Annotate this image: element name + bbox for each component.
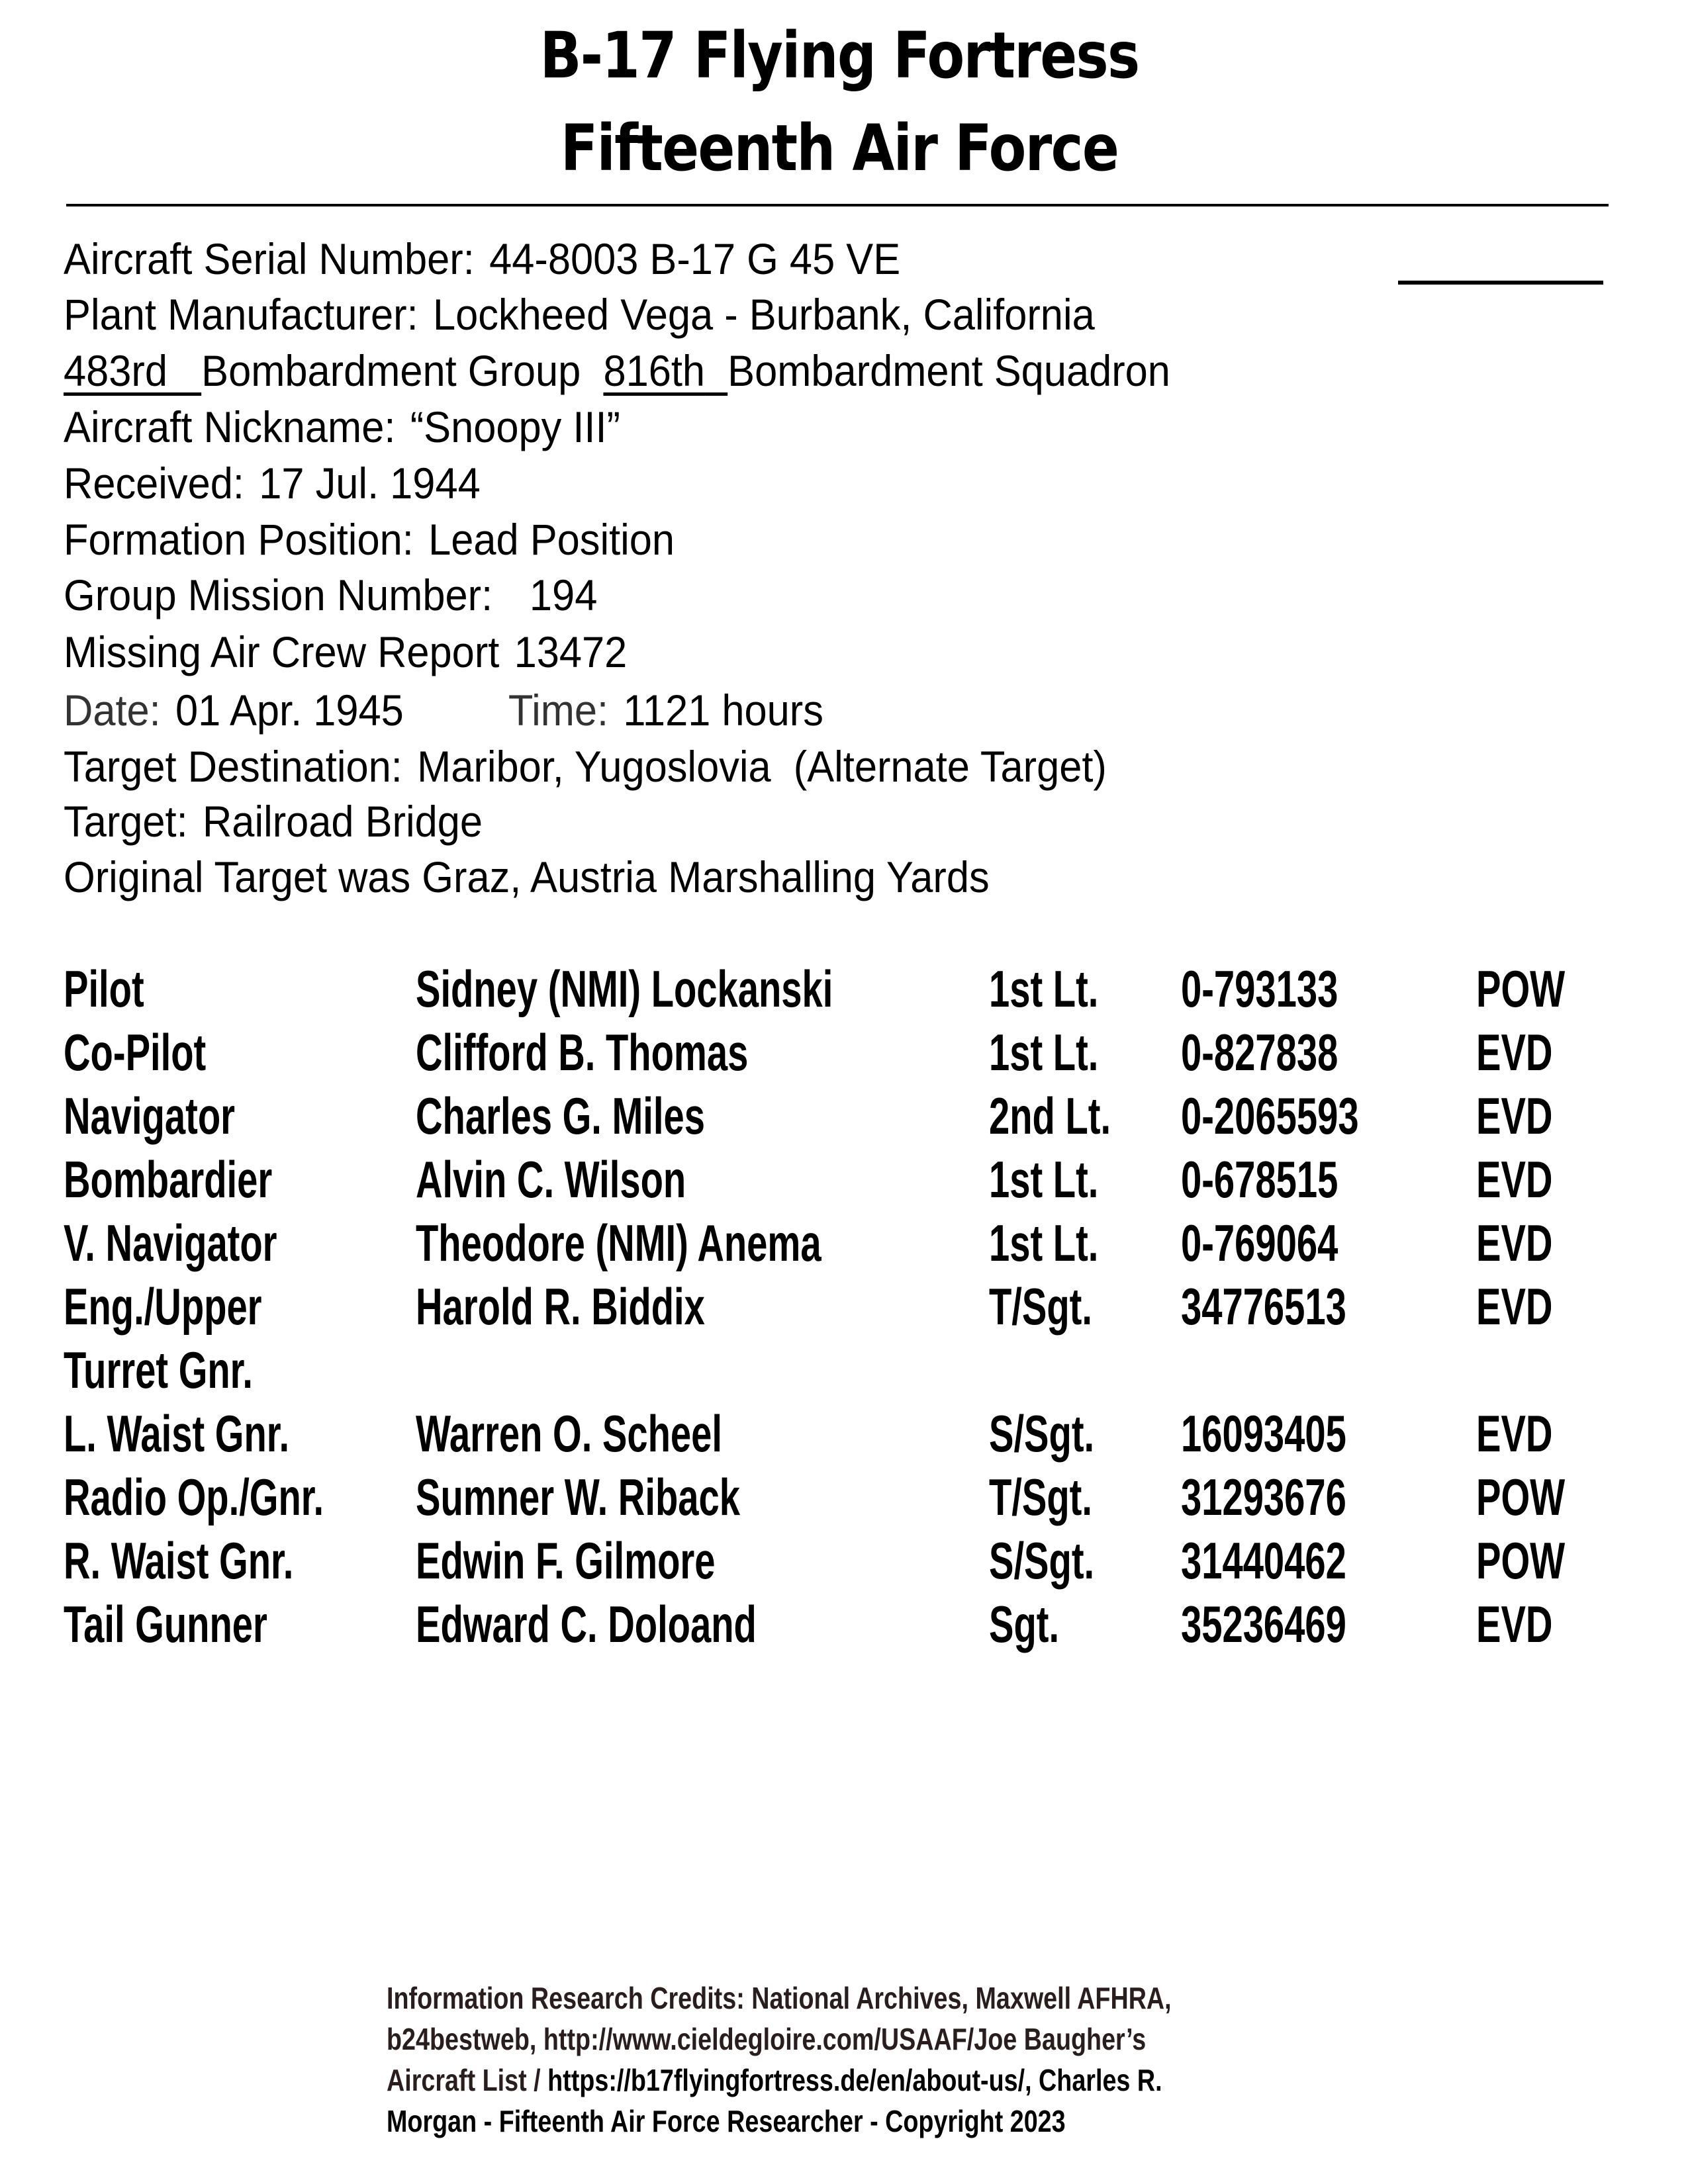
crew-rank: S/Sgt. [989, 1531, 1095, 1590]
mission-value: 194 [529, 570, 598, 619]
crew-position: Bombardier [64, 1150, 273, 1208]
manufacturer-value: Lockheed Vega - Burbank, California [432, 290, 1095, 339]
time-label: Time: [508, 686, 609, 735]
nickname-row [64, 402, 620, 451]
crew-serial: 34776513 [1181, 1277, 1346, 1336]
target-value: Railroad Bridge [202, 797, 483, 846]
crew-name: Harold R. Biddix [416, 1277, 705, 1336]
nickname-label: Aircraft Nickname: [64, 402, 396, 451]
squadron-number: 816th [603, 346, 706, 395]
serial-row [64, 234, 901, 283]
crew-name: Sidney (NMI) Lockanski [416, 960, 833, 1018]
crew-name: Sumner W. Riback [416, 1468, 740, 1526]
serial-value: 44-8003 B-17 G 45 VE [489, 234, 901, 283]
crew-name: Clifford B. Thomas [416, 1023, 749, 1081]
crew-rank: 2nd Lt. [989, 1087, 1111, 1145]
crew-position: Navigator [64, 1087, 236, 1145]
received-row [64, 459, 481, 508]
crew-status: EVD [1476, 1087, 1553, 1145]
date-value: 01 Apr. 1945 [175, 686, 404, 735]
crew-serial: 0-793133 [1181, 960, 1338, 1018]
crew-position: Co-Pilot [64, 1023, 207, 1081]
date-time-row [64, 686, 823, 735]
crew-rank: T/Sgt. [989, 1277, 1092, 1336]
manufacturer-label: Plant Manufacturer: [64, 290, 418, 339]
nickname-value: “Snoopy III” [410, 402, 620, 451]
formation-row [64, 515, 675, 564]
crew-position: L. Waist Gnr. [64, 1404, 290, 1463]
crew-status: EVD [1476, 1150, 1553, 1208]
credits-line: Information Research Credits: National Archives, Maxwell AFHRA, [387, 1981, 1172, 2015]
crew-name: Theodore (NMI) Anema [416, 1214, 821, 1272]
crew-name: Warren O. Scheel [416, 1404, 722, 1463]
crew-position: Tail Gunner [64, 1595, 267, 1653]
destination-row [64, 742, 1107, 791]
crew-position: V. Navigator [64, 1214, 277, 1272]
serial-blank-line [1398, 281, 1603, 285]
macr-label: Missing Air Crew Report [64, 627, 500, 676]
crew-position: Pilot [64, 960, 144, 1018]
group-row [64, 346, 1170, 395]
crew-serial: 0-769064 [1181, 1214, 1338, 1272]
crew-status: POW [1476, 1531, 1566, 1590]
crew-position: Eng./Upper [64, 1277, 262, 1336]
manufacturer-row [64, 290, 1095, 339]
received-value: 17 Jul. 1944 [259, 459, 481, 508]
destination-label: Target Destination: [64, 742, 402, 791]
crew-status: EVD [1476, 1595, 1553, 1653]
received-label: Received: [64, 459, 244, 508]
credits-line: Morgan - Fifteenth Air Force Researcher - Copyright 2023 [387, 2104, 1066, 2138]
time-value: 1121 hours [623, 686, 823, 735]
crew-status: EVD [1476, 1214, 1553, 1272]
credits-line: Aircraft List / https://b17flyingfortress.de/en/about-us/, Charles R. [387, 2063, 1162, 2097]
crew-name: Edward C. Doloand [416, 1595, 757, 1653]
crew-name: Charles G. Miles [416, 1087, 705, 1145]
crew-serial: 0-827838 [1181, 1023, 1338, 1081]
squadron-label: Bombardment Squadron [727, 346, 1170, 395]
credits-line: b24bestweb, http://www.cieldegloire.com/USAAF/Joe Baugher’s [387, 2022, 1147, 2056]
header-divider [66, 204, 1609, 206]
document-subtitle: Fifteenth Air Force [560, 111, 1119, 185]
document-title: B-17 Flying Fortress [539, 19, 1139, 93]
group-label: Bombardment Group [201, 346, 581, 395]
mission-row [64, 570, 598, 619]
target-label: Target: [64, 797, 188, 846]
crew-serial: 16093405 [1181, 1404, 1346, 1463]
original-target: Original Target was Graz, Austria Marshalling Yards [64, 852, 990, 901]
crew-rank: T/Sgt. [989, 1468, 1092, 1526]
crew-status: EVD [1476, 1404, 1553, 1463]
serial-label: Aircraft Serial Number: [64, 234, 475, 283]
destination-value: Maribor, Yugoslovia (Alternate Target) [417, 742, 1107, 791]
crew-status: EVD [1476, 1277, 1553, 1336]
crew-name: Alvin C. Wilson [416, 1150, 686, 1208]
target-row [64, 797, 483, 846]
crew-serial: 31293676 [1181, 1468, 1346, 1526]
crew-rank: 1st Lt. [989, 960, 1099, 1018]
formation-value: Lead Position [428, 515, 675, 564]
crew-rank: Sgt. [989, 1595, 1060, 1653]
group-number: 483rd [64, 346, 167, 395]
crew-position: Radio Op./Gnr. [64, 1468, 324, 1526]
crew-rank: 1st Lt. [989, 1214, 1099, 1272]
crew-name: Edwin F. Gilmore [416, 1531, 716, 1590]
crew-status: POW [1476, 960, 1566, 1018]
crew-serial: 0-678515 [1181, 1150, 1338, 1208]
crew-status: POW [1476, 1468, 1566, 1526]
date-label: Date: [64, 686, 161, 735]
crew-status: EVD [1476, 1023, 1553, 1081]
mission-label: Group Mission Number: [64, 570, 493, 619]
crew-rank: 1st Lt. [989, 1023, 1099, 1081]
macr-row [64, 627, 628, 676]
crew-serial: 0-2065593 [1181, 1087, 1359, 1145]
crew-position-line2: Turret Gnr. [64, 1341, 254, 1399]
crew-serial: 31440462 [1181, 1531, 1346, 1590]
crew-rank: 1st Lt. [989, 1150, 1099, 1208]
formation-label: Formation Position: [64, 515, 414, 564]
crew-serial: 35236469 [1181, 1595, 1346, 1653]
crew-position: R. Waist Gnr. [64, 1531, 294, 1590]
research-credits [387, 1978, 1172, 2142]
macr-value: 13472 [514, 627, 628, 676]
crew-rank: S/Sgt. [989, 1404, 1095, 1463]
